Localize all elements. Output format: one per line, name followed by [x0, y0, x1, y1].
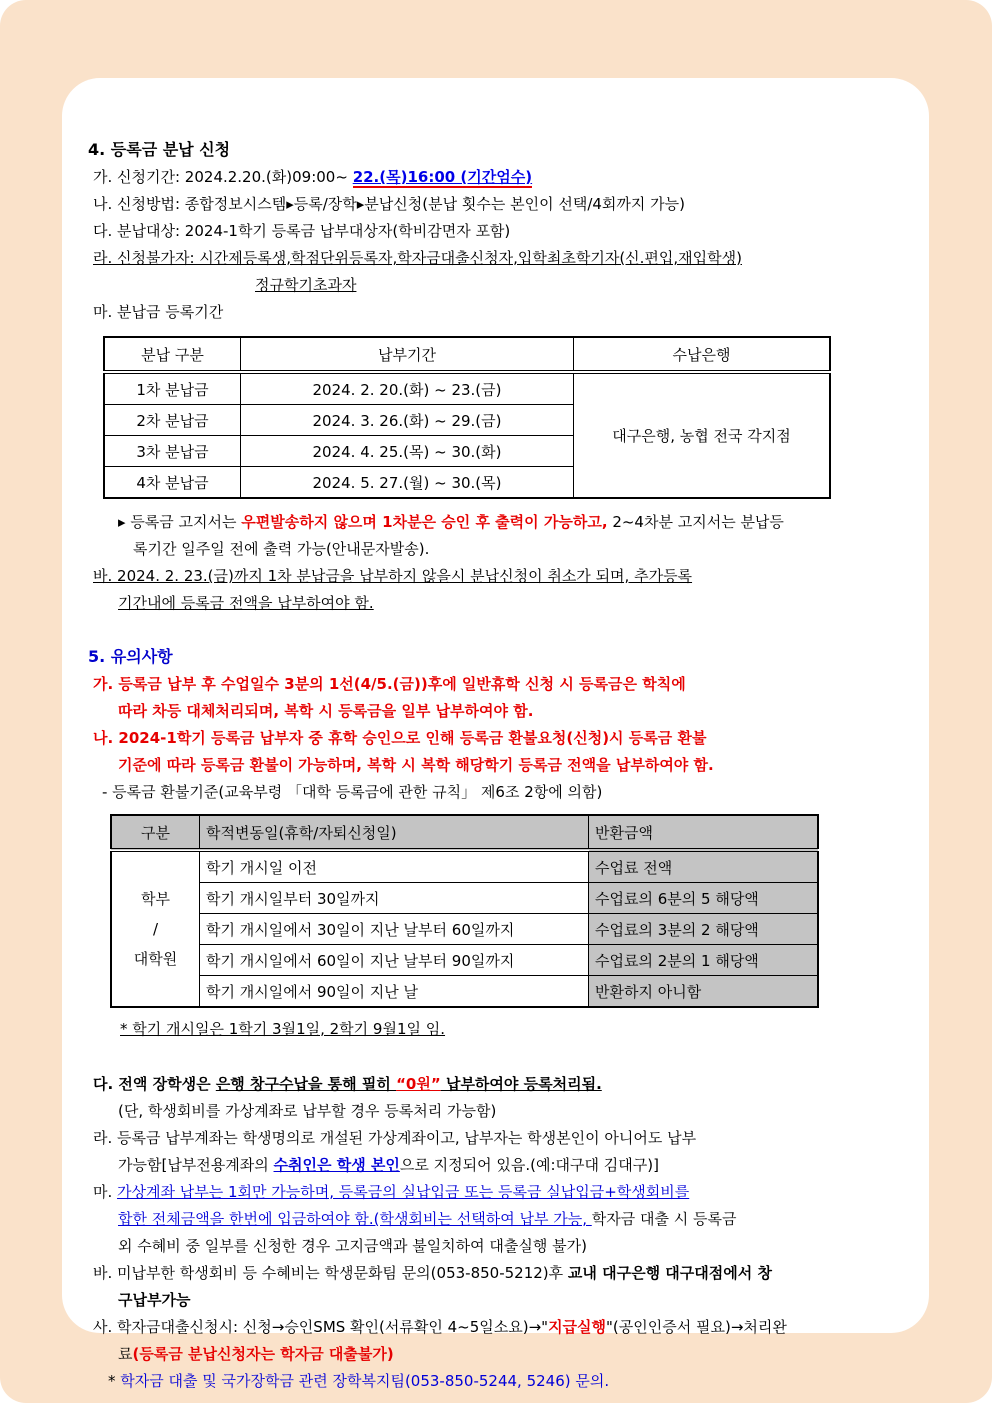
table-row: [111, 945, 818, 976]
item-4-ba-cont: [88, 590, 907, 617]
item-5-ra-line2: [88, 1152, 907, 1179]
ma-label: 마.: [93, 1183, 118, 1201]
table-row: [104, 372, 830, 405]
application-deadline: 22.(목)16:00 (기간엄수): [352, 168, 533, 186]
refund-header-row: [111, 815, 818, 850]
scholarship-instruction: 은행 창구수납을 통해 필히: [215, 1075, 397, 1093]
application-period-label: 가. 신청기간: 2024.2.20.(화)09:00~: [93, 168, 353, 186]
table-cell: 3차 분납금: [104, 436, 241, 467]
item-4-na: 나. 신청방법: 종합정보시스템▸등록/장학▸분납신청(분납 횟수는 본인이 선택/4회까지 가능): [93, 195, 685, 213]
table-cell: 학기 개시일에서 60일이 지난 날부터 90일까지: [200, 945, 589, 976]
group-undergrad: 학부: [141, 890, 170, 908]
content-panel: [62, 78, 929, 1390]
spacer: [88, 617, 907, 643]
table-cell: 학기 개시일 이전: [200, 850, 589, 883]
scholarship-label: 다. 전액 장학생은: [93, 1075, 216, 1093]
item-5-ga-line2: 따라 차등 대체처리되며, 복학 시 등록금을 일부 납부하여야 함.: [118, 702, 534, 720]
loan-process-suffix: "(공인인증서 필요)→처리완: [606, 1318, 787, 1336]
installment-header-row: [104, 337, 830, 372]
item-5-ba-line1: [88, 1260, 907, 1287]
bullet-triangle-icon: ▸: [118, 513, 126, 531]
item-5-na-line1: 나. 2024-1학기 등록금 납부자 중 휴학 승인으로 인해 등록금 환불요청(신청)시 등록금 환불: [93, 729, 707, 747]
loan-process-prefix: 사. 학자금대출신청시: 신청→승인SMS 확인(서류확인 4~5일소요)→": [93, 1318, 549, 1336]
table-cell: 학기 개시일에서 90일이 지난 날: [200, 976, 589, 1008]
refund-table: [110, 814, 819, 1008]
document-content: [62, 78, 929, 1395]
header-change-date: 학적변동일(휴학/자퇴신청일): [200, 815, 589, 850]
item-5-ma-line3: 외 수혜비 중 일부를 신청한 경우 고지금액과 불일치하여 대출실행 불가): [118, 1237, 587, 1255]
bill-notice-highlight: 우편발송하지 않으며 1차분은 승인 후 출력이 가능하고,: [241, 513, 608, 531]
bank-branch-highlight-cont: 구납부가능: [118, 1291, 191, 1309]
group-grad: 대학원: [133, 950, 178, 968]
table-cell: 1차 분납금: [104, 372, 241, 405]
table-row: [111, 976, 818, 1008]
item-5-ma-line2: [88, 1206, 907, 1233]
contact-info: 학자금 대출 및 국가장학금 관련 장학복지팀(053-850-5244, 5246) 문의.: [120, 1372, 610, 1390]
item-4-ra-cont: [88, 272, 907, 299]
group-slash: /: [152, 920, 159, 938]
cancel-warning: 바. 2024. 2. 23.(금)까지 1차 분납금을 납부하지 않을시 분납신청이 취소가 되며, 추가등록: [93, 567, 693, 585]
item-4-ra: [88, 245, 907, 272]
bank-branch-highlight: 교내 대구은행 대구대점에서 창: [567, 1264, 772, 1282]
item-5-ra-line1: 라. 등록금 납부계좌는 학생명의로 개설된 가상계좌이고, 납부자는 학생본인이 아니어도 납부: [93, 1129, 697, 1147]
table-cell: 4차 분납금: [104, 467, 241, 499]
table-cell: 수업료의 6분의 5 해당액: [589, 883, 819, 914]
header-installment-type: 분납 구분: [104, 337, 241, 372]
header-category: 구분: [111, 815, 200, 850]
item-5-sa-line2: [88, 1341, 907, 1368]
item-5-ba-line2: [88, 1287, 907, 1314]
virtual-account-rule: 가상계좌 납부는 1회만 가능하며, 등록금의 실납입금 또는 등록금 실납입금+학생회비를: [117, 1183, 690, 1201]
loan-caution-prefix: 학자금 대출 시 등록금: [591, 1210, 737, 1228]
header-refund-amount: 반환금액: [589, 815, 819, 850]
header-payment-period: 납부기간: [241, 337, 574, 372]
account-note-prefix: 가능함[납부전용계좌의: [118, 1156, 274, 1174]
item-5-na-line2: 기준에 따라 등록금 환불이 가능하며, 복학 시 복학 해당학기 등록금 전액을 납부하여야 함.: [118, 756, 714, 774]
contact-note: [88, 1368, 907, 1395]
section-5-title: 5. 유의사항: [88, 647, 173, 666]
item-5-da: [88, 1071, 907, 1098]
item-4-da: 다. 분납대상: 2024-1학기 등록금 납부대상자(학비감면자 포함): [93, 222, 511, 240]
group-cell: [111, 850, 200, 1007]
table-cell: 학기 개시일에서 30일이 지난 날부터 60일까지: [200, 914, 589, 945]
virtual-account-rule-cont: 합한 전체금액을 한번에 입금하여야 함.(학생회비는 선택하여 납부 가능,: [118, 1210, 592, 1228]
table-row: [111, 883, 818, 914]
installment-schedule-table: [103, 336, 831, 499]
unpaid-fee-info: 바. 미납부한 학생회비 등 수혜비는 학생문화팀 문의(053-850-5212)후: [93, 1264, 568, 1282]
refund-table-body: [111, 850, 818, 1007]
table-cell: 2024. 3. 26.(화) ~ 29.(금): [241, 405, 574, 436]
bill-notice-tail: 2~4차분 고지서는 분납등: [607, 513, 784, 531]
table-cell: 수업료의 2분의 1 해당액: [589, 945, 819, 976]
table-row: [111, 850, 818, 883]
item-4-ga: [88, 164, 907, 191]
item-5-da-note: (단, 학생회비를 가상계좌로 납부할 경우 등록처리 가능함): [118, 1102, 497, 1120]
zero-won-highlight: “0원”: [396, 1075, 441, 1093]
item-4-ma: 마. 분납금 등록기간: [93, 303, 224, 321]
account-note-suffix: 으로 지정되어 있음.(예:대구대 김대구)]: [399, 1156, 659, 1174]
bill-notice-line2: 록기간 일주일 전에 출력 가능(안내문자발송).: [133, 540, 430, 558]
table-cell: 수업료 전액: [589, 850, 819, 883]
table-cell: 수업료의 3분의 2 해당액: [589, 914, 819, 945]
ineligible-list-cont: 정규학기초과자: [255, 276, 357, 294]
bill-notice-text: 등록금 고지서는: [130, 513, 242, 531]
table-cell: 2차 분납금: [104, 405, 241, 436]
item-5-ma-line1: [88, 1179, 907, 1206]
ineligible-list: 라. 신청불가자: 시간제등록생,학점단위등록자,학자금대출신청자,입학최초학기자(신.편입,재입학생): [93, 249, 742, 267]
cancel-warning-cont: 기간내에 등록금 전액을 납부하여야 함.: [118, 594, 374, 612]
table-cell: 2024. 5. 27.(월) ~ 30.(목): [241, 467, 574, 499]
bank-cell: 대구은행, 농협 전국 각지점: [574, 372, 831, 498]
scholarship-instruction-tail: 납부하여야 등록처리됨.: [440, 1075, 602, 1093]
semester-start-note: [88, 1016, 907, 1043]
spacer: [88, 1043, 907, 1071]
refund-rule-note: - 등록금 환불기준(교육부령 「대학 등록금에 관한 규칙」 제6조 2항에 의함): [102, 783, 603, 801]
item-5-ga-line1: 가. 등록금 납부 후 수업일수 3분의 1선(4/5.(금))후에 일반휴학 신청 시 등록금은 학칙에: [93, 675, 686, 693]
refund-table-head: [111, 815, 818, 850]
table-cell: 2024. 4. 25.(목) ~ 30.(화): [241, 436, 574, 467]
installment-table-head: [104, 337, 830, 372]
item-4-ba: [88, 563, 907, 590]
table-cell: 반환하지 아니함: [589, 976, 819, 1008]
bill-notice-line1: [88, 509, 907, 536]
table-cell: 학기 개시일부터 30일까지: [200, 883, 589, 914]
star-marker: *: [108, 1372, 121, 1390]
item-5-sa-line1: [88, 1314, 907, 1341]
payee-highlight: 수취인은 학생 본인: [273, 1156, 400, 1174]
header-receiving-bank: 수납은행: [574, 337, 831, 372]
installment-table-body: [104, 372, 830, 498]
table-cell: 2024. 2. 20.(화) ~ 23.(금): [241, 372, 574, 405]
disbursement-highlight: 지급실행: [548, 1318, 607, 1336]
table-row: [111, 914, 818, 945]
loan-restriction-highlight: (등록금 분납신청자는 학자금 대출불가): [132, 1345, 394, 1363]
semester-start-text: * 학기 개시일은 1학기 3월1일, 2학기 9월1일 임.: [120, 1020, 446, 1038]
section-4-title: 4. 등록금 분납 신청: [88, 140, 231, 159]
loan-process-tail: 료: [118, 1345, 133, 1363]
